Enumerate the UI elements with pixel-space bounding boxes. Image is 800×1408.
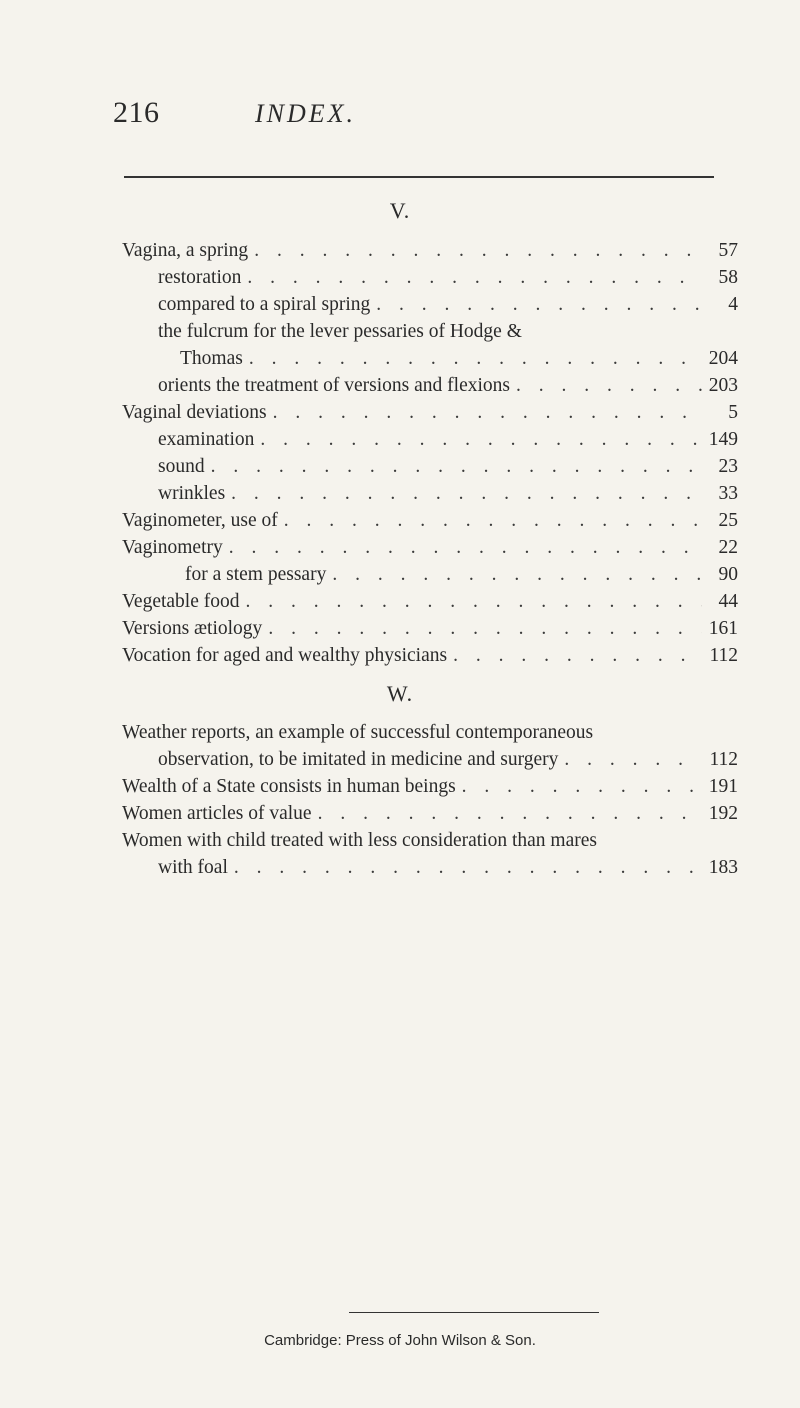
entry-page: 57: [718, 240, 738, 261]
index-subentry: [158, 373, 738, 399]
index-subentry: [158, 427, 738, 453]
entry-page: 5: [728, 402, 738, 423]
page-number: 216: [113, 96, 160, 129]
entry-text: Vaginometry: [122, 537, 223, 558]
dot-leader: [278, 508, 702, 534]
index-entry: [122, 616, 738, 642]
dot-leader: [223, 535, 702, 561]
index-entry: [122, 589, 738, 615]
dot-leader: [510, 373, 702, 399]
entry-page: 33: [718, 483, 738, 504]
entry-page: 203: [708, 375, 738, 396]
printer-imprint: Cambridge: Press of John Wilson & Son.: [264, 1332, 536, 1349]
index-subentry: [180, 346, 738, 372]
entry-page: 22: [718, 537, 738, 558]
entry-text: Wealth of a State consists in human beings: [122, 776, 456, 797]
section-letter-w: W.: [386, 681, 414, 706]
entry-text: wrinkles: [158, 483, 226, 504]
dot-leader: [243, 346, 702, 372]
entry-page: 25: [718, 510, 738, 531]
dot-leader: [312, 801, 702, 827]
entry-text: Vaginometer, use of: [122, 510, 278, 531]
dot-leader: [456, 774, 702, 800]
entry-text: Vagina, a spring: [122, 240, 249, 261]
index-entry: [122, 508, 738, 534]
entry-text: Women articles of value: [122, 803, 312, 824]
index-entry: [158, 747, 738, 773]
index-subentry: [158, 292, 738, 318]
footer-rule: [349, 1312, 599, 1313]
running-head: INDEX.: [255, 99, 357, 128]
entry-page: 192: [708, 803, 738, 824]
dot-leader: [447, 643, 702, 669]
index-entry: [122, 535, 738, 561]
dot-leader: [370, 292, 702, 318]
dot-leader: [558, 747, 702, 773]
entry-page: 112: [709, 645, 738, 666]
entry-page: 58: [718, 267, 738, 288]
dot-leader: [241, 265, 702, 291]
entry-text: Thomas: [180, 348, 243, 369]
entry-page: 183: [708, 857, 738, 878]
index-subentry: [158, 265, 738, 291]
entry-text: Vocation for aged and wealthy physicians: [122, 645, 448, 666]
index-entry: [122, 238, 738, 264]
index-entry: [122, 400, 738, 426]
dot-leader: [262, 616, 702, 642]
entry-page: 191: [708, 776, 738, 797]
entry-text: Versions ætiology: [122, 618, 263, 639]
entry-first-line: Women with child treated with less consideration than mares: [122, 830, 597, 851]
index-subentry: [158, 481, 738, 507]
entry-text: examination: [158, 429, 255, 450]
entry-page: 204: [708, 348, 738, 369]
section-letter-v: V.: [389, 198, 411, 223]
dot-leader: [225, 481, 702, 507]
index-entry: [122, 774, 738, 800]
index-subentry: [185, 562, 738, 588]
entry-page: 23: [718, 456, 738, 477]
entry-page: 161: [708, 618, 738, 639]
entry-text: for a stem pessary: [185, 564, 327, 585]
entry-text: Vegetable food: [122, 591, 240, 612]
index-entry: [122, 643, 738, 669]
entry-page: 4: [728, 294, 738, 315]
index-entry: [158, 855, 738, 881]
entry-first-line: the fulcrum for the lever pessaries of Hodge &: [158, 321, 522, 342]
dot-leader: [240, 589, 703, 615]
index-subentry: [158, 454, 738, 480]
entry-page: 149: [708, 429, 738, 450]
entry-text: orients the treatment of versions and flexions: [158, 375, 510, 396]
entry-text: restoration: [158, 267, 242, 288]
entry-text: sound: [158, 456, 205, 477]
entry-page: 90: [718, 564, 738, 585]
dot-leader: [267, 400, 702, 426]
index-entry: [122, 801, 738, 827]
dot-leader: [228, 855, 702, 881]
entry-page: 44: [718, 591, 738, 612]
header-rule: [124, 176, 714, 178]
entry-page: 112: [709, 749, 738, 770]
entry-text: observation, to be imitated in medicine and surgery: [158, 749, 559, 770]
dot-leader: [248, 238, 702, 264]
entry-first-line: Weather reports, an example of successful contemporaneous: [122, 722, 594, 743]
dot-leader: [326, 562, 702, 588]
dot-leader: [254, 427, 702, 453]
entry-text: Vaginal deviations: [122, 402, 267, 423]
entry-text: compared to a spiral spring: [158, 294, 371, 315]
dot-leader: [205, 454, 702, 480]
entry-text: with foal: [158, 857, 228, 878]
